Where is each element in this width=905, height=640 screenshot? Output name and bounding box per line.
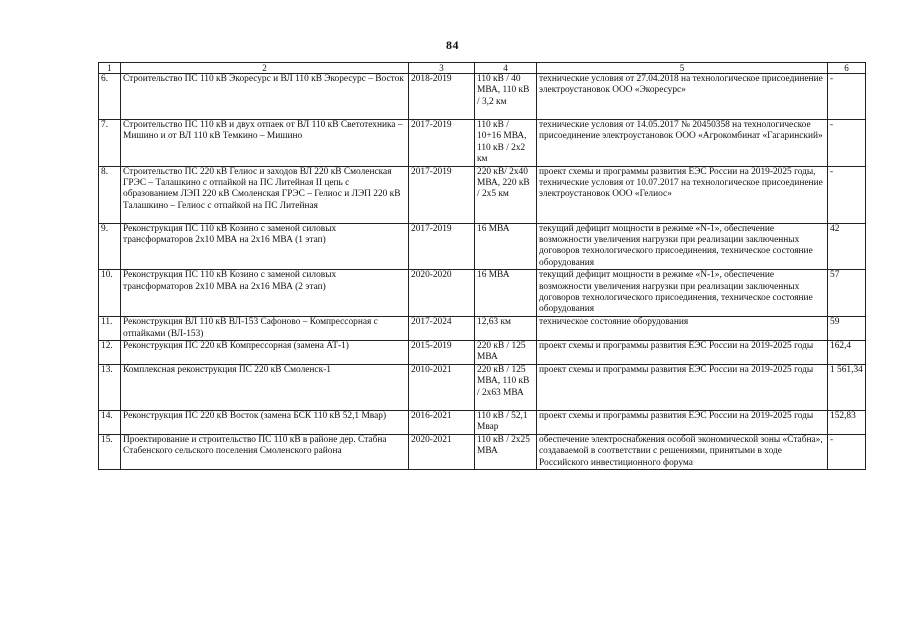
project-period: 2020-2021 [409, 434, 475, 469]
row-number: 15. [99, 434, 121, 469]
row-number: 7. [99, 120, 121, 167]
project-period: 2017-2024 [409, 317, 475, 341]
column-header: 4 [475, 63, 537, 74]
table-row [99, 411, 866, 435]
project-basis: текущий дефицит мощности в режиме «N-1», обеспечение возможности увеличения нагрузки при реализации заключенных договоров технологического присоединения, техническое состояние оборудования [537, 223, 828, 270]
project-period: 2016-2021 [409, 411, 475, 435]
project-name: Реконструкция ВЛ 110 кВ ВЛ-153 Сафоново – Компрессорная с отпайками (ВЛ-153) [121, 317, 409, 341]
project-period: 2018-2019 [409, 74, 475, 120]
project-basis: текущий дефицит мощности в режиме «N-1», обеспечение возможности увеличения нагрузки при реализации заключенных договоров технологического присоединения, техническое состояние оборудования [537, 270, 828, 317]
row-number: 10. [99, 270, 121, 317]
project-basis: техническое состояние оборудования [537, 317, 828, 341]
project-value: 57 [828, 270, 866, 317]
table-row [99, 120, 866, 167]
project-basis: проект схемы и программы развития ЕЭС России на 2019-2025 годы [537, 411, 828, 435]
table-row [99, 166, 866, 223]
table-row [99, 74, 866, 120]
row-number: 6. [99, 74, 121, 120]
project-period: 2020-2020 [409, 270, 475, 317]
column-header: 2 [121, 63, 409, 74]
table-row [99, 270, 866, 317]
project-capacity: 16 МВА [475, 223, 537, 270]
table-row [99, 365, 866, 411]
project-capacity: 12,63 км [475, 317, 537, 341]
project-capacity: 110 кВ / 2x25 МВА [475, 434, 537, 469]
row-number: 8. [99, 166, 121, 223]
project-name: Реконструкция ПС 220 кВ Восток (замена БСК 110 кВ 52,1 Мвар) [121, 411, 409, 435]
table-row [99, 317, 866, 341]
project-value: 162,4 [828, 341, 866, 365]
project-value: 152,83 [828, 411, 866, 435]
project-basis: технические условия от 14.05.2017 № 20450358 на технологическое присоединение электроустановок ООО «Агрокомбинат «Гагаринский» [537, 120, 828, 167]
project-name: Строительство ПС 110 кВ и двух отпаек от ВЛ 110 кВ Светотехника – Мишино и от ВЛ 110 кВ Темкино – Мишино [121, 120, 409, 167]
row-number: 14. [99, 411, 121, 435]
row-number: 9. [99, 223, 121, 270]
project-period: 2017-2019 [409, 223, 475, 270]
project-value: - [828, 166, 866, 223]
project-name: Реконструкция ПС 110 кВ Козино с заменой силовых трансформаторов 2x10 МВА на 2x16 МВА (2 этап) [121, 270, 409, 317]
project-basis: проект схемы и программы развития ЕЭС России на 2019-2025 годы [537, 365, 828, 411]
project-name: Строительство ПС 110 кВ Экоресурс и ВЛ 110 кВ Экоресурс – Восток [121, 74, 409, 120]
project-period: 2010-2021 [409, 365, 475, 411]
table-row [99, 434, 866, 469]
project-value: 59 [828, 317, 866, 341]
investment-projects-table [98, 62, 866, 470]
project-basis: технические условия от 27.04.2018 на технологическое присоединение электроустановок ООО «Экоресурс» [537, 74, 828, 120]
project-capacity: 110 кВ / 40 МВА, 110 кВ / 3,2 км [475, 74, 537, 120]
project-capacity: 110 кВ / 52,1 Мвар [475, 411, 537, 435]
project-capacity: 220 кВ / 125 МВА [475, 341, 537, 365]
column-header: 6 [828, 63, 866, 74]
table-row [99, 341, 866, 365]
column-number-row [99, 63, 866, 74]
table-row [99, 223, 866, 270]
project-name: Комплексная реконструкция ПС 220 кВ Смоленск-1 [121, 365, 409, 411]
project-capacity: 220 кВ/ 2x40 МВА, 220 кВ / 2x5 км [475, 166, 537, 223]
project-capacity: 16 МВА [475, 270, 537, 317]
project-period: 2015-2019 [409, 341, 475, 365]
column-header: 3 [409, 63, 475, 74]
project-period: 2017-2019 [409, 166, 475, 223]
column-header: 5 [537, 63, 828, 74]
project-name: Реконструкция ПС 110 кВ Козино с заменой силовых трансформаторов 2x10 МВА на 2x16 МВА (1 этап) [121, 223, 409, 270]
row-number: 12. [99, 341, 121, 365]
row-number: 13. [99, 365, 121, 411]
project-capacity: 220 кВ / 125 МВА, 110 кВ / 2x63 МВА [475, 365, 537, 411]
page-number: 84 [446, 38, 459, 52]
project-value: - [828, 434, 866, 469]
project-value: - [828, 120, 866, 167]
project-basis: проект схемы и программы развития ЕЭС России на 2019-2025 годы [537, 341, 828, 365]
project-name: Проектирование и строительство ПС 110 кВ в районе дер. Стабна Стабенского сельского поселения Смоленского района [121, 434, 409, 469]
project-value: 42 [828, 223, 866, 270]
row-number: 11. [99, 317, 121, 341]
project-value: - [828, 74, 866, 120]
project-value: 1 561,34 [828, 365, 866, 411]
project-basis: проект схемы и программы развития ЕЭС России на 2019-2025 годы, технические условия от 10.07.2017 на технологическое присоединение электроустановок ООО «Гелиос» [537, 166, 828, 223]
project-period: 2017-2019 [409, 120, 475, 167]
project-name: Реконструкция ПС 220 кВ Компрессорная (замена АТ-1) [121, 341, 409, 365]
project-capacity: 110 кВ / 10+16 МВА, 110 кВ / 2x2 км [475, 120, 537, 167]
project-name: Строительство ПС 220 кВ Гелиос и заходов ВЛ 220 кВ Смоленская ГРЭС – Талашкино с отпайкой на ПС Литейная II цепь с образованием ЛЭП 220 кВ Смоленская ГРЭС – Гелиос и ЛЭП 220 кВ Талашкино – Гелиос с отпайкой на ПС Литейная [121, 166, 409, 223]
column-header: 1 [99, 63, 121, 74]
project-basis: обеспечение электроснабжения особой экономической зоны «Стабна», создаваемой в соответствии с решениями, принятыми в ходе Российского инвестиционного форума [537, 434, 828, 469]
